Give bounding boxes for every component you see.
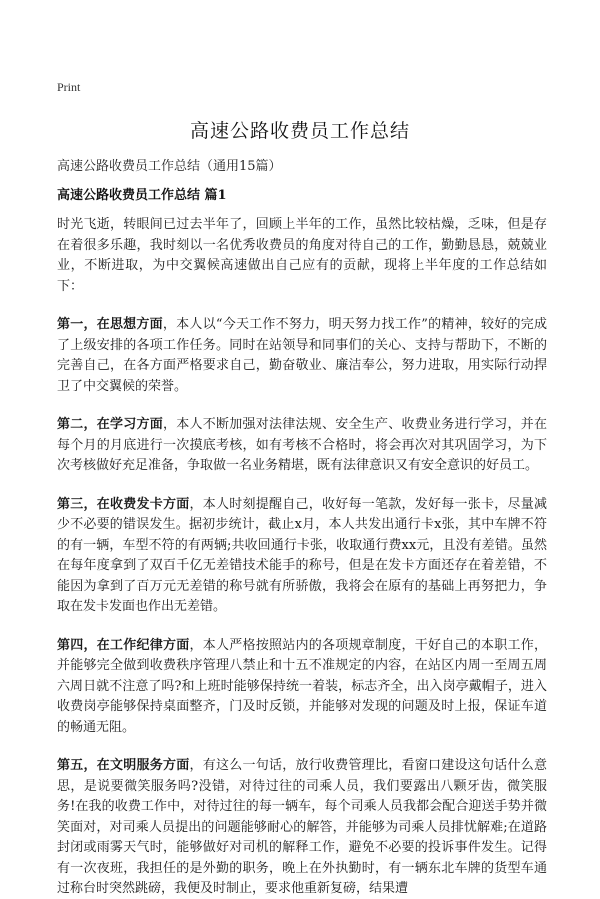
paragraph-toll-card xyxy=(57,495,547,618)
paragraph-lead: 第二，在学习方面 xyxy=(57,417,163,432)
paragraph-lead: 第三，在收费发卡方面 xyxy=(57,496,190,512)
paragraph-lead: 第四，在工作纪律方面 xyxy=(57,637,190,653)
paragraph-discipline xyxy=(57,636,547,739)
paragraph-study xyxy=(57,415,547,477)
paragraph-lead: 第一，在思想方面 xyxy=(57,317,163,332)
paragraph-text: ，本人不断加强对法律法规、安全生产、收费业务进行学习，并在每个月的月底进行一次摸底考核，如有考核不合格时，将会再次对其巩固学习，为下次考核做好充足准备，争取做一名业务精堪，既有法律意识又有安全意识的好员工。 xyxy=(57,417,547,473)
paragraph-text: ，本人严格按照站内的各项规章制度，干好自己的本职工作，并能够完全做到收费秩序管理八禁止和十五不准规定的内容，在站区内周一至周五周六周日就不注意了吗?和上班时能够保持统一着装，标志齐全，出入岗亭戴帽子，进入收费岗亭能够保持桌面整齐，门及时反锁，并能够对发现的问题及时上报，保证车道的畅通无阻。 xyxy=(57,637,547,735)
paragraph-service xyxy=(57,756,547,899)
document-title: 高速公路收费员工作总结 xyxy=(189,120,410,142)
intro-paragraph: 时光飞逝，转眼间已过去半年了，回顾上半年的工作，虽然比较枯燥，乏味，但是存在着很多乐趣，我时刻以一名优秀收费员的角度对待自己的工作，勤勤恳恳，兢兢业业，不断进取，为中交翼候高速做出自己应有的贡献，现将上半年度的工作总结如下： xyxy=(57,217,547,294)
paragraph-text: ，本人时刻提醒自己，收好每一笔款，发好每一张卡，尽量减少不必要的错误发生。据初步统计，截止x月，本人共发出通行卡x张，其中车牌不符的有一辆，车型不符的有两辆;共收回通行卡张，收取通行费xx元，且没有差错。虽然在每年度拿到了双百千亿无差错技术能手的称号，但是在发卡方面还存在着差错，不能因为拿到了百万元无差错的称号就有所骄傲，我将会在原有的基础上再努把力，争取在发卡发面也作出无差错。 xyxy=(57,496,547,614)
document-subtitle: 高速公路收费员工作总结（通用15篇） xyxy=(57,159,282,174)
paragraph-thought xyxy=(57,315,547,397)
document-body xyxy=(57,215,547,899)
section-heading: 高速公路收费员工作总结 篇1 xyxy=(57,188,227,203)
paragraph-text: ，本人以“今天工作不努力，明天努力找工作”的精神，较好的完成了上级安排的各项工作任务。同时在站领导和同事们的关心、支持与帮助下，不断的完善自己，在各方面严格要求自己，勤奋敬业、廉洁奉公，努力进取，用实际行动捍卫了中交翼候的荣誉。 xyxy=(57,317,547,394)
print-link[interactable]: Print xyxy=(57,80,81,94)
paragraph-text: ，有这么一句话，放行收费管理比，看窗口建设这句话什么意思，是说要微笑服务吗?没错，对待过往的司乘人员，我们要露出八颗牙齿，微笑服务!在我的收费工作中，对待过往的每一辆车，每个司乘人员我都会配合迎送手势并微笑面对，对司乘人员提出的问题能够耐心的解答，并能够为司乘人员排忧解难;在道路封闭或雨雾天气时，能够做好对司机的解释工作，避免不必要的投诉事件发生。记得有一次夜班，我担任的是外勤的职务，晚上在外执勤时，有一辆东北车牌的货型车通过称台时突然跳磅，我便及时制止，要求他重新复磅，结果遭 xyxy=(57,758,547,896)
paragraph-lead: 第五，在文明服务方面 xyxy=(57,758,190,773)
